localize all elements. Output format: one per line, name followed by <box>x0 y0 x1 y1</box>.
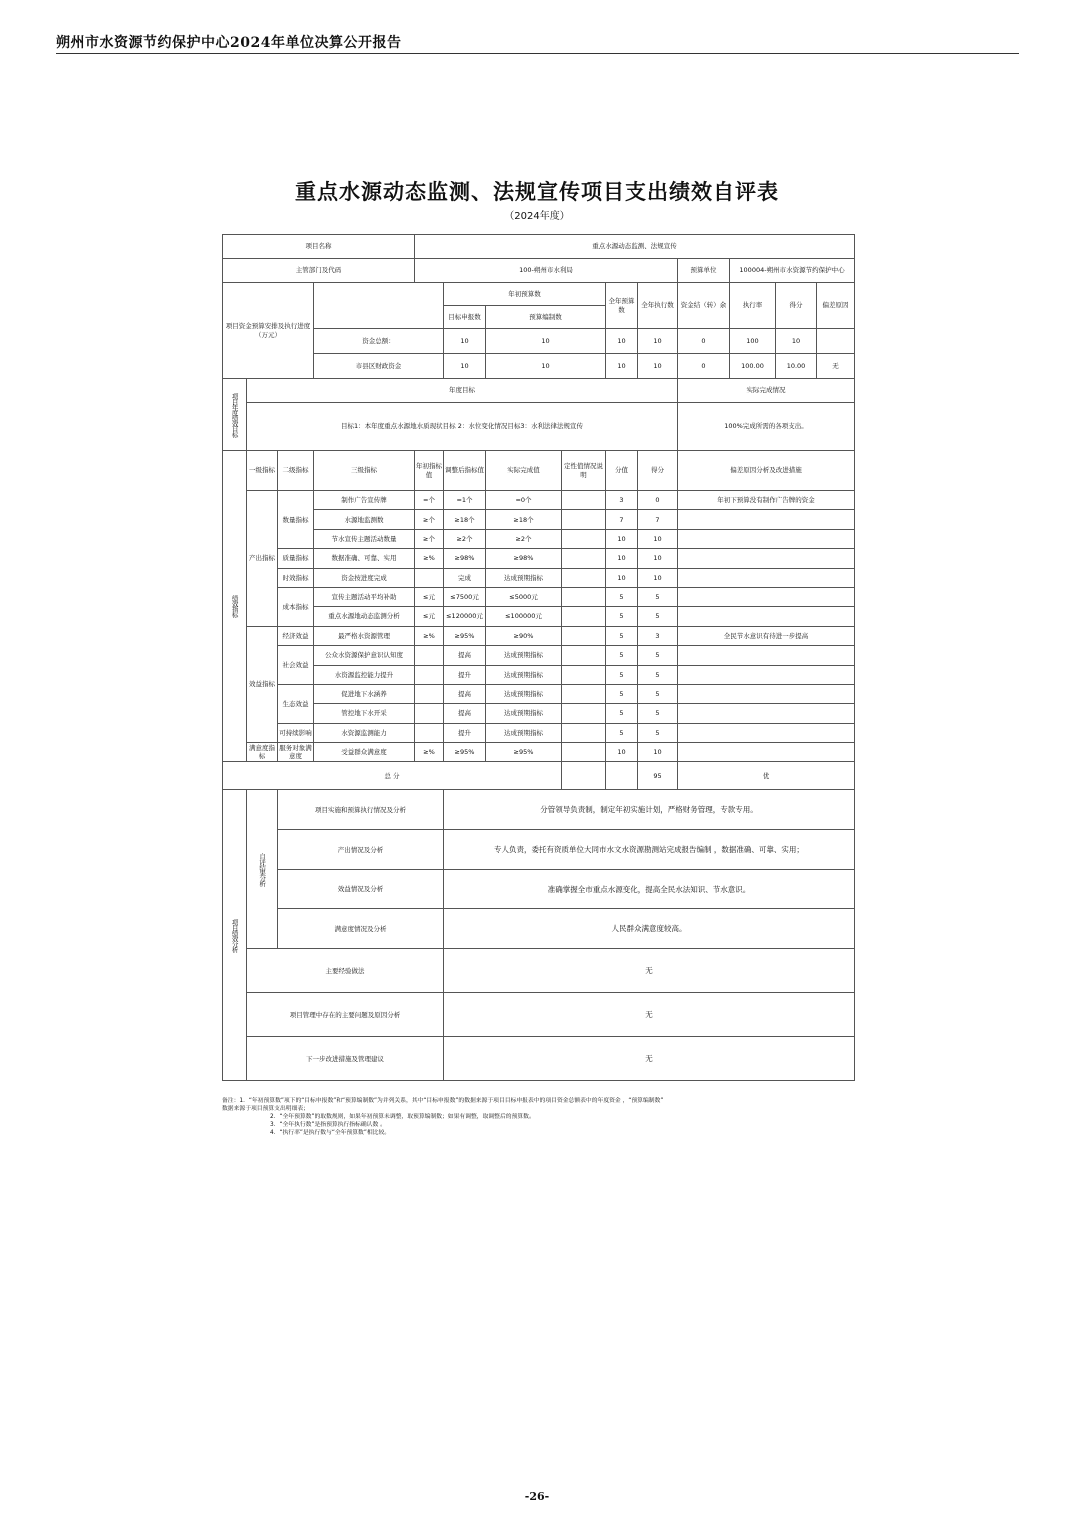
analysis-row: 满意度情况及分析 人民群众满意度较高。 <box>223 909 855 949</box>
next-steps-row: 下一步改进措施及管理建议 无 <box>223 1037 855 1081</box>
indicator-row: 管控地下水开采 提高 达成预期指标 5 5 <box>223 704 855 723</box>
indicator-row: 水源地监测数 ≥个 ≥18个 ≥18个 7 7 <box>223 510 855 529</box>
indicator-header-row: 绩效指标 一级指标 二级指标 三级指标 年初指标值 调整后指标值 实际完成值 定性值情况说明 分值 得分 偏差原因分析及改进措施 <box>223 451 855 491</box>
footnote: 备注：1．“年初预算数”项下的“目标申报数”和“预算编制数”为并列关系，其中“目标申报数”的数据来源于项目目标申报表中的项目资金总额表中的年度资金 ，“预算编制数” <box>222 1098 664 1104</box>
problems-row: 项目管理中存在的主要问题及原因分析 无 <box>223 993 855 1037</box>
doc-year: （2024年度） <box>504 211 570 222</box>
indicator-row: 效益指标 经济效益 最严格水资源管理 ≥% ≥95% ≥90% 5 3 全民节水意识有待进一步提高 <box>223 626 855 645</box>
project-dept-row: 主管部门及代码 100-朔州市水利局 预算单位 100004-朔州市水资源节约保护中心 <box>223 259 855 283</box>
goals-content-row: 目标1：本年度重点水源地水质现状目标 2：水位变化情况目标3：水利法律法规宣传 100%完成所需的各项支出。 <box>223 403 855 451</box>
indicator-row: 社会效益 公众水资源保护意识认知度 提高 达成预期指标 5 5 <box>223 646 855 665</box>
indicator-row: 质量指标 数据准确、可靠、实用 ≥% ≥98% ≥98% 10 10 <box>223 549 855 568</box>
funds-header-row-2: 目标申报数 预算编制数 <box>223 306 855 329</box>
analysis-row: 产出情况及分析 专人负责，委托有资质单位大同市水文水资源勘测站完成报告编制 ，数据准确、可靠、实用； <box>223 830 855 870</box>
indicator-row: 节水宣传主题活动数量 ≥个 ≥2个 ≥2个 10 10 <box>223 529 855 548</box>
experience-row: 主要经验做法 无 <box>223 949 855 993</box>
footnote: 2．“全年预算数”的取数规则，如果年初预算未调整，取预算编制数；如果有调整，取调整后的预算数。 <box>270 1114 535 1121</box>
total-row: 总 分 95 优 <box>223 762 855 790</box>
performance-table <box>222 234 855 1081</box>
funds-header-row-1: 项目资金预算安排及执行进度（万元） 年初预算数 全年预算数 全年执行数 资金结（转）余 执行率 得分 偏差原因 <box>223 283 855 306</box>
indicator-row: 产出指标 数量指标 制作广告宣传牌 =个 =1个 =0个 3 0 年初下预算没有制作广告牌的资金 <box>223 491 855 510</box>
analysis-row: 效益情况及分析 准确掌握全市重点水源变化，提高全民水法知识、节水意识。 <box>223 870 855 909</box>
goals-header-row: 项目年度绩效目标 年度目标 实际完成情况 <box>223 379 855 403</box>
doc-title: 重点水源动态监测、法规宣传项目支出绩效自评表 <box>295 180 779 204</box>
page-number: -26- <box>524 1490 550 1503</box>
analysis-row: 项目绩效分析 自评结果分析 项目实施和预算执行情况及分析 分管领导负责制，制定年初实施计划，严格财务管理，专款专用。 <box>223 790 855 830</box>
indicator-row: 成本指标 宣传主题活动平均补助 ≤元 ≤7500元 ≤5000元 5 5 <box>223 587 855 606</box>
funds-row: 资金总额： 10 10 10 10 0 100 10 <box>223 329 855 354</box>
footnote: 3．“全年执行数”是指预算执行指标确认数 。 <box>270 1122 386 1129</box>
indicator-row: 水资源监控能力提升 提升 达成预期指标 5 5 <box>223 665 855 684</box>
indicator-row: 可持续影响 水资源监测能力 提升 达成预期指标 5 5 <box>223 723 855 742</box>
indicator-row: 重点水源地动态监测分析 ≤元 ≤120000元 ≤100000元 5 5 <box>223 607 855 626</box>
indicator-row: 满意度指标 服务对象满意度 受益群众满意度 ≥% ≥95% ≥95% 10 10 <box>223 743 855 762</box>
footnote: 4．“执行率”是执行数与“全年预算数”相比较。 <box>270 1130 391 1137</box>
footnotes <box>222 1097 854 1138</box>
header-divider <box>56 53 1019 54</box>
report-header: 朔州市水资源节约保护中心2024年单位决算公开报告 <box>56 35 402 51</box>
funds-row: 市县区财政资金 10 10 10 10 0 100.00 10.00 无 <box>223 354 855 379</box>
footnote: 数据来源于项目预算支出明细表； <box>222 1106 309 1113</box>
project-name-row: 项目名称 重点水源动态监测、法规宣传 <box>223 235 855 259</box>
indicator-row: 时效指标 资金按进度完成 完成 达成预期指标 10 10 <box>223 568 855 587</box>
indicator-row: 生态效益 促进地下水涵养 提高 达成预期指标 5 5 <box>223 684 855 703</box>
